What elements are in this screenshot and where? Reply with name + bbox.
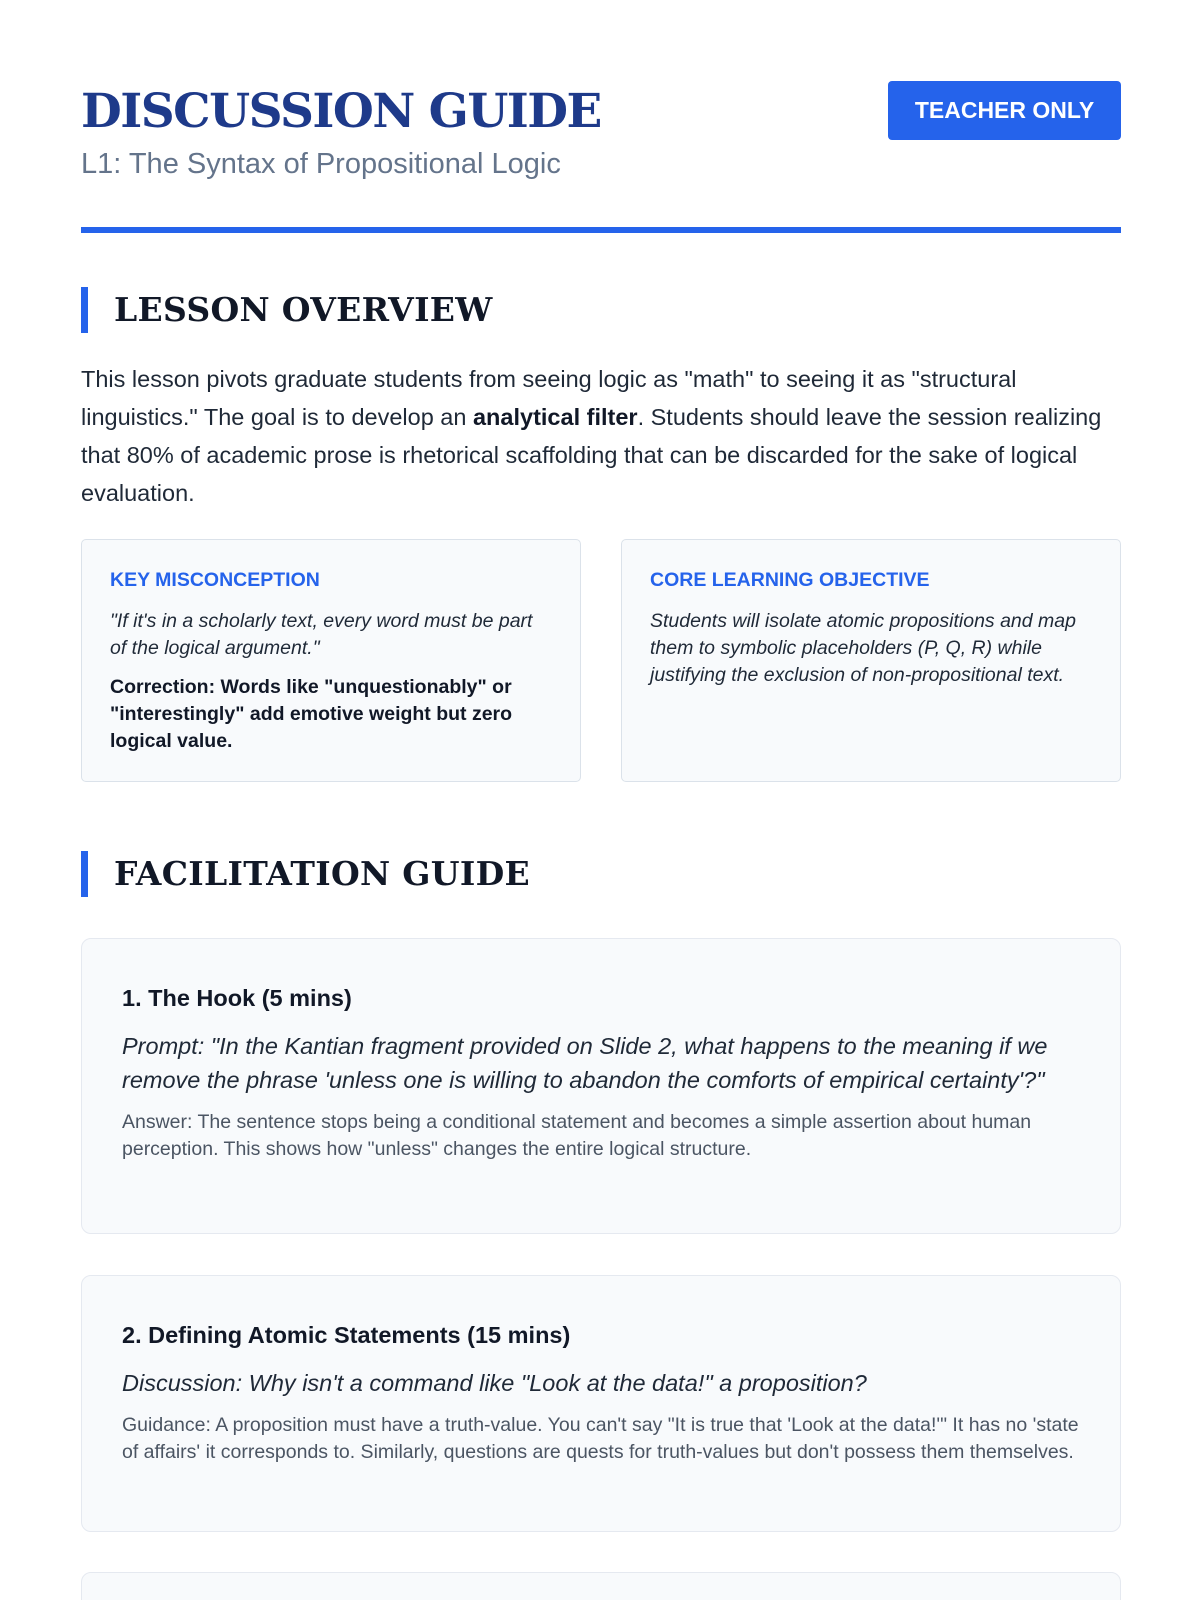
misconception-quote: "If it's in a scholarly text, every word must be part of the logical argument." [110,610,533,659]
overview-text-emphasis: analytical filter [472,404,638,430]
step-title: 1. The Hook (5 mins) [122,985,352,1011]
step-prompt: Prompt: "In the Kantian fragment provided on Slide 2, what happens to the meaning if we remove the phrase 'unless one is willing to abandon the comforts of empirical certainty'?" [122,1033,1048,1093]
step-answer: Answer: The sentence stops being a conditional statement and becomes a simple assertion about human perception. This shows how "unless" changes the entire logical structure. [122,1111,1032,1160]
facilitation-step [81,938,1121,1234]
objective-text: Students will isolate atomic propositions and map them to symbolic placeholders (P, Q, R) while justifying the exclusion of non-propositional text. [650,610,1076,686]
page-subtitle: L1: The Syntax of Propositional Logic [81,148,561,180]
header [81,0,1121,236]
lesson-overview-heading: LESSON OVERVIEW [81,287,1121,333]
misconception-label: KEY MISCONCEPTION [110,569,320,591]
facilitation-step [81,1275,1121,1532]
step-prompt: Discussion: Why isn't a command like "Look at the data!" a proposition? [122,1370,867,1396]
discussion-guide-page [81,0,1121,1463]
misconception-correction: Correction: Words like "unquestionably" or "interestingly" add emotive weight but zero logical value. [110,676,513,752]
teacher-only-badge: TEACHER ONLY [888,81,1121,140]
step-guidance: Guidance: A proposition must have a truth-value. You can't say "It is true that 'Look at the data!'" It has no 'state of affairs' it corresponds to. Similarly, questions are quests for truth-values but don't possess them themselves. [122,1414,1079,1463]
facilitation-guide-heading: FACILITATION GUIDE [81,851,1121,897]
overview-text-end: . Students should leave the session realizing that 80% of academic prose is rhetorical scaffolding that can be discarded for the sake of logical evaluation. [81,404,1102,506]
header-divider [81,227,1121,233]
facilitation-step-partial [81,1572,1121,1600]
objective-label: CORE LEARNING OBJECTIVE [650,569,930,591]
page-title: DISCUSSION GUIDE [81,84,601,139]
lesson-overview-text [81,360,1121,512]
key-misconception-card [81,539,581,782]
overview-text-start: This lesson pivots graduate students from seeing logic as "math" to seeing it as "structural linguistics." The goal is to develop an [81,366,1017,430]
step-title: 2. Defining Atomic Statements (15 mins) [122,1322,571,1348]
core-objective-card [621,539,1121,782]
